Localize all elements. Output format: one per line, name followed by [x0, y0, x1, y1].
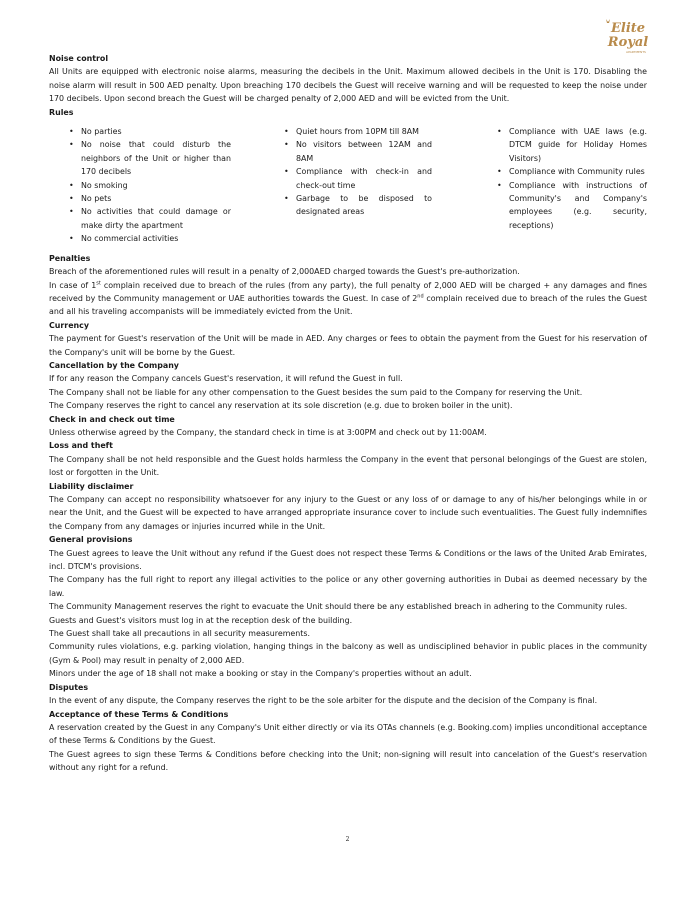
general-provisions-text: Minors under the age of 18 shall not make a booking or stay in the Company's properties without an adult.	[49, 669, 472, 679]
acceptance-text-2: The Guest agrees to sign these Terms & Conditions before checking into the Unit; non-signing will result into cancelation of the Guest's reservation without any right for a refund.	[49, 749, 647, 773]
rules-column-3	[497, 125, 647, 246]
loss-theft-heading: Loss and theft	[49, 441, 113, 451]
rule-item: • Quiet hours from 10PM till 8AM	[284, 125, 432, 138]
rule-item: • Garbage to be disposed to designated areas	[284, 192, 432, 219]
rule-item: • No commercial activities	[69, 232, 231, 245]
liability-heading: Liability disclaimer	[49, 481, 134, 491]
penalties-text-2	[49, 279, 647, 319]
rules-heading: Rules	[49, 107, 74, 117]
logo-line2: Royal	[607, 35, 649, 50]
currency-heading: Currency	[49, 320, 89, 330]
checkin-text: Unless otherwise agreed by the Company, the standard check in time is at 3:00PM and check out by 11:00AM.	[49, 427, 487, 437]
general-provisions-heading: General provisions	[49, 535, 133, 545]
general-provisions-text: Guests and Guest's visitors must log in at the reception desk of the building.	[49, 615, 353, 625]
crown-icon	[606, 19, 610, 23]
general-provisions-text: The Community Management reserves the right to evacuate the Unit should there be any established breach in adhering to the Community rules.	[49, 602, 628, 612]
currency-text: The payment for Guest's reservation of the Unit will be made in AED. Any charges or fees to obtain the payment from the Guest for his reservation of the Company's unit will be borne by the Guest.	[49, 334, 647, 357]
general-provisions-text: Community rules violations, e.g. parking violation, hanging things in the balcony as well as undisciplined behavior in public places in the community (Gym & Pool) may result in penalty of 2,000 AED.	[49, 642, 647, 665]
rule-item: • Compliance with Community rules	[497, 165, 647, 178]
logo-image	[580, 16, 652, 56]
noise-control-heading: Noise control	[49, 54, 109, 63]
penalties-text-2c: complain received due to breach of the rules the Guest and all his traveling accompanists will be immediately evicted from the Unit.	[49, 293, 648, 317]
acceptance-text-1: A reservation created by the Guest in any Company's Unit either directly or via its OTAs channels (e.g. Booking.com) implies unconditional acceptance of these Terms & Conditions by the Guest.	[49, 722, 647, 746]
rule-item: • No pets	[69, 192, 231, 205]
rules-column-1	[69, 125, 231, 246]
checkin-heading: Check in and check out time	[49, 414, 175, 424]
rule-item: • No parties	[69, 125, 231, 138]
cancellation-heading: Cancellation by the Company	[49, 360, 179, 370]
cancellation-text-3: The Company reserves the right to cancel any reservation at its sole discretion (e.g. due to broken boiler in the unit).	[49, 401, 513, 411]
page-number: 2	[345, 836, 350, 843]
rule-item: • Compliance with check-in and check-out time	[284, 165, 432, 192]
rule-item: • Compliance with instructions of Community's and Company's employees (e.g. security, receptions)	[497, 179, 647, 233]
penalties-text-2a: In case of 1	[49, 280, 97, 290]
general-provisions-text: The Company has the full right to report any illegal activities to the police or any other governing authorities in Dubai as deemed necessary by the law.	[49, 575, 647, 598]
penalties-text-2b: complain received due to breach of the rules (from any party), the full penalty of 2,000 AED will be charged + any damages and fines received by the Community management or UAE authorities towards the Guest. In case of 2	[49, 280, 647, 303]
rules-column-2	[284, 125, 432, 246]
ordinal-suffix: st	[96, 279, 101, 286]
rule-item: • No noise that could disturb the neighbors of the Unit or higher than 170 decibels	[69, 138, 231, 178]
terms-content	[49, 52, 647, 775]
rule-item: • No activities that could damage or make dirty the apartment	[69, 205, 231, 232]
liability-text: The Company can accept no responsibility whatsoever for any injury to the Guest or any loss of or damage to any of his/her belongings while in or near the Unit, and the Guest will be expected to have arranged appropriate insurance cover to include such eventualities. The Guest fully indemnifies the Company from any damages or injuries incurred while in the Unit.	[49, 495, 647, 531]
cancellation-text-1: If for any reason the Company cancels Guest's reservation, it will refund the Guest in full.	[49, 374, 403, 384]
rules-list	[49, 125, 647, 246]
rule-item: • No smoking	[69, 179, 231, 192]
cancellation-text-2: The Company shall not be liable for any other compensation to the Guest besides the sum paid to the Company for reserving the Unit.	[49, 387, 583, 397]
ordinal-suffix: nd	[417, 293, 424, 300]
logo-line1: Elite	[610, 21, 646, 36]
elite-royal-logo	[580, 16, 652, 56]
general-provisions-text: The Guest shall take all precautions in all security measurements.	[49, 629, 310, 639]
penalties-text-1: Breach of the aforementioned rules will result in a penalty of 2,000AED charged towards the Guest's pre-authorization.	[49, 267, 520, 277]
loss-theft-text: The Company shall be not held responsible and the Guest holds harmless the Company in the event that personal belongings of the Guest are stolen, lost or forgotten in the Unit.	[49, 454, 647, 478]
rule-item: • Compliance with UAE laws (e.g. DTCM guide for Holiday Homes Visitors)	[497, 125, 647, 165]
noise-control-text: All Units are equipped with electronic noise alarms, measuring the decibels in the Unit. Maximum allowed decibels in the Unit is 170. Disabling the noise alarm will result in 500 AED penalty. Upon breaching 170 decibels the Guest will receive warning and will be requested to keep the noise under 170 decibels. Upon second breach the Guest will be charged penalty of 2,000 AED and will be evicted from the Unit.	[49, 67, 647, 104]
general-provisions-text: The Guest agrees to leave the Unit without any refund if the Guest does not respect these Terms & Conditions or the laws of the United Arab Emirates, incl. DTCM's provisions.	[49, 548, 647, 572]
rule-item: • No visitors between 12AM and 8AM	[284, 138, 432, 165]
acceptance-heading: Acceptance of these Terms & Conditions	[49, 709, 229, 719]
disputes-heading: Disputes	[49, 682, 89, 692]
penalties-heading: Penalties	[49, 253, 91, 263]
logo-tagline: APARTMENTS	[626, 50, 646, 54]
disputes-text: In the event of any dispute, the Company reserves the right to be the sole arbiter for the dispute and the decision of the Company is final.	[49, 696, 598, 706]
